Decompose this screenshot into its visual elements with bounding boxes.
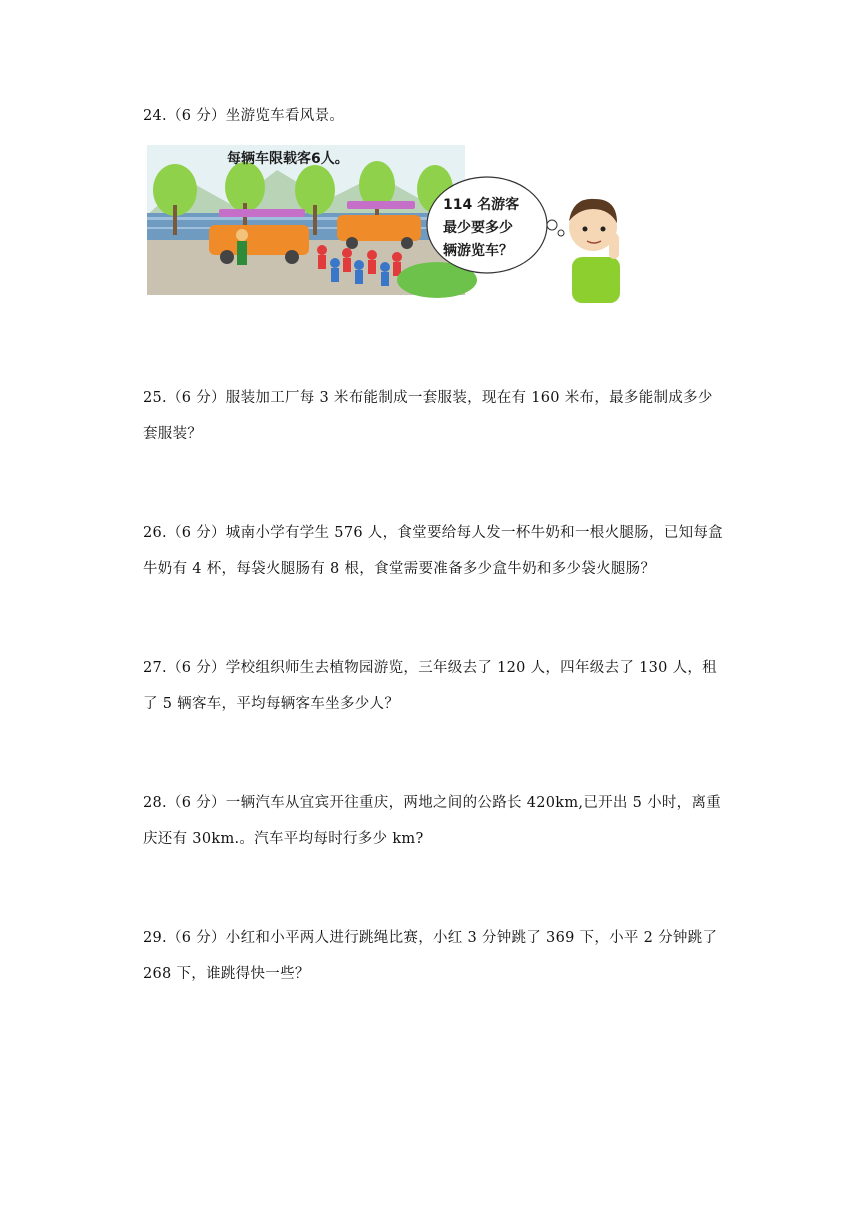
question-28: 28.（6 分）一辆汽车从宜宾开往重庆，两地之间的公路长 420km,已开出 5 小时，离重庆还有 30km.。汽车平均每时行多少 km?: [143, 795, 722, 847]
bubble-line-3: 辆游览车？: [443, 243, 513, 259]
banner-text: 每辆车限载客6人。: [227, 151, 349, 167]
thinking-boy: [569, 199, 620, 303]
question-25: 25.（6 分）服装加工厂每 3 米布能制成一套服装，现在有 160 米布，最多能制成多少套服装？: [143, 390, 713, 442]
bubble-line-1: 114 名游客: [443, 197, 520, 213]
question-29: 29.（6 分）小红和小平两人进行跳绳比赛，小红 3 分钟跳了 369 下，小平 2 分钟跳了 268 下，谁跳得快一些？: [143, 930, 718, 982]
sightseeing-car-illustration: [147, 145, 625, 303]
bubble-line-2: 最少要多少: [443, 220, 513, 236]
question-24: 24.（6 分）坐游览车看风景。: [143, 108, 345, 124]
question-27: 27.（6 分）学校组织师生去植物园游览，三年级去了 120 人，四年级去了 130 人，租了 5 辆客车，平均每辆客车坐多少人？: [143, 660, 717, 712]
question-26: 26.（6 分）城南小学有学生 576 人，食堂要给每人发一杯牛奶和一根火腿肠，已知每盒牛奶有 4 杯，每袋火腿肠有 8 根，食堂需要准备多少盒牛奶和多少袋火腿肠？: [143, 525, 723, 577]
